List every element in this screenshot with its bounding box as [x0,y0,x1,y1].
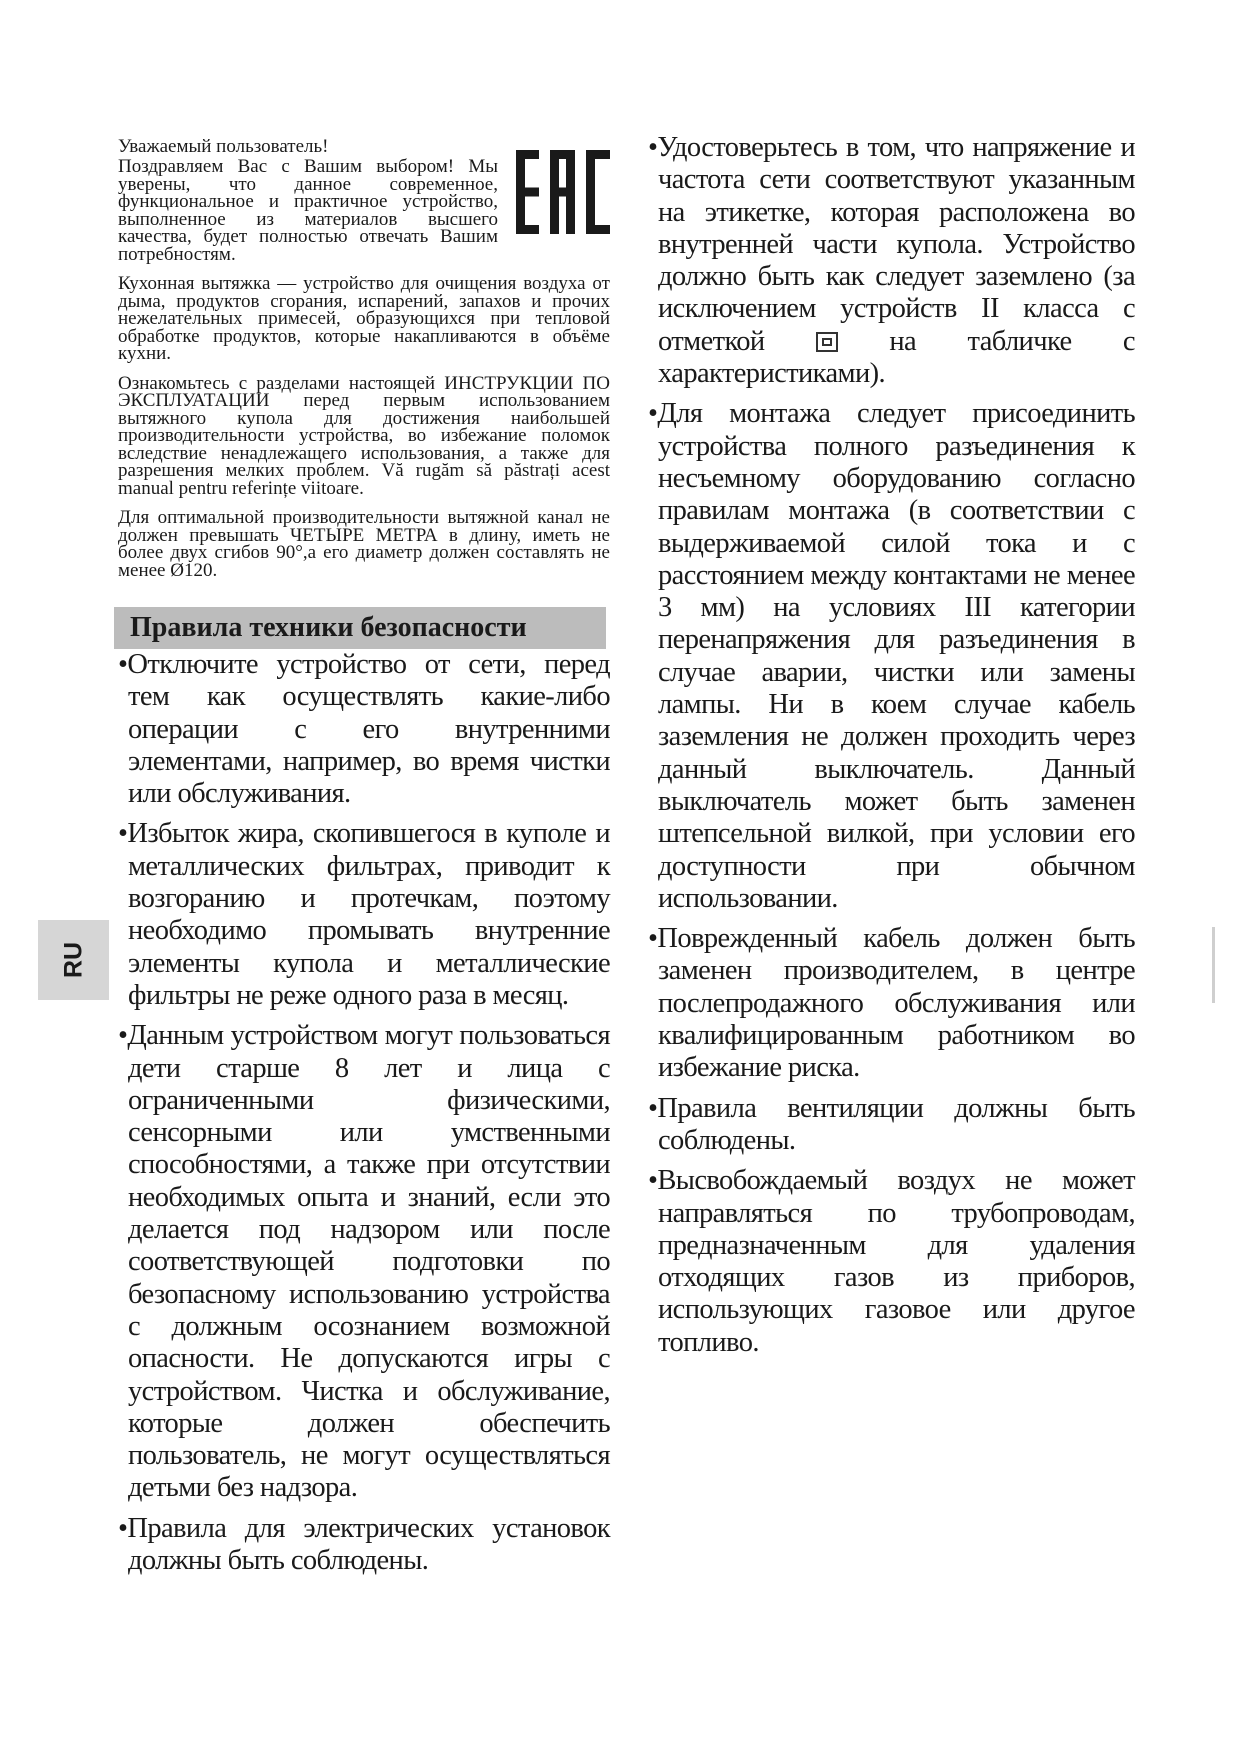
safety-bullet: •Данным устройством могут пользоваться дети старше 8 лет и лица с ограниченными физическими, сенсорными или умственными способностями, а также при отсутствии необходимых опыта и знаний, если это делается под надзором или после соответствующей подготовки по безопасному использованию устройства с должным осознанием возможной опасности. Не допускаются игры с устройством. Чистка и обслуживание, которые должен обеспечить пользователь, не могут осуществляться детьми без надзора. [118,1020,610,1504]
safety-bullet: •Правила вентиляции должны быть соблюдены. [648,1092,1135,1156]
language-tab [38,920,109,1000]
safety-bullet: •Избыток жира, скопившегося в куполе и металлических фильтрах, приводит к возгоранию и протечкам, поэтому необходимо промывать внутренние элементы купола и металлические фильтры не реже одного раза в месяц. [118,818,610,1011]
left-column [118,138,610,1585]
right-column [648,132,1135,1367]
page-edge-mark [1212,927,1215,1003]
section-heading-safety: Правила техники безопасности [114,607,606,649]
greeting: Уважаемый пользователь! [118,136,329,157]
intro-paragraph-3: Ознакомьтесь с разделами настоящей ИНСТРУКЦИИ ПО ЭКСПЛУАТАЦИИ перед первым использованием вытяжного купола для достижения наибольшей производительности устройства, во избежание поломок вследствие ненадлежащего использования, а также для разрешения мелких проблем. Vă rugăm să păstrați acest manual pentru referințe viitoare. [118,372,610,499]
safety-bullet: •Правила для электрических установок должны быть соблюдены. [118,1512,610,1577]
language-tab-label: RU [59,941,87,979]
safety-bullet: •Поврежденный кабель должен быть заменен производителем, в центре послепродажного обслуживания или квалифицированным работником во избежание риска. [648,923,1135,1084]
intro-paragraph-1: Поздравляем Вас с Вашим выбором! Мы уверены, что данное современное, функциональное и практичное устройство, выполненное из материалов высшего качества, будет полностью отвечать Вашим потребностям. [118,156,498,265]
eac-mark-icon [516,150,610,234]
safety-bullet: •Для монтажа следует присоединить устройства полного разъединения к несъемному оборудованию согласно правилам монтажа (в соответствии с выдерживаемой силой тока и с расстоянием между контактами не менее 3 мм) на условиях III категории перенапряжения для разъединения в случае аварии, чистки или замены лампы. Ни в коем случае кабель заземления не должен проходить через данный выключатель. Данный выключатель может быть заменен штепсельной вилкой, при условии его доступности при обычном использовании. [648,398,1135,914]
class-ii-double-square-icon [816,332,838,352]
intro-paragraph-2: Кухонная вытяжка — устройство для очищения воздуха от дыма, продуктов сгорания, испарений, запахов и прочих нежелательных примесей, образующихся при тепловой обработке продуктов, которые накапливаются в объёме кухни. [118,273,610,364]
safety-bullet: •Отключите устройство от сети, перед тем как осуществлять какие-либо операции с его внутренними элементами, например, во время чистки или обслуживания. [118,649,610,810]
intro-paragraph-4: Для оптимальной производительности вытяжной канал не должен превышать ЧЕТЫРЕ МЕТРА в длину, иметь не более двух сгибов 90°,а его диаметр должен составлять не менее Ø120. [118,507,610,581]
grounding-text-end: на табличке с характеристиками). [658,325,1135,390]
safety-bullet: •Высвобождаемый воздух не может направляться по трубопроводам, предназначенным для удаления отходящих газов из приборов, использующих газовое или другое топливо. [648,1165,1135,1358]
safety-bullet-grounding [648,132,1135,390]
grounding-text-start: •Удостоверьтесь в том, что напряжение и частота сети соответствуют указанным на этикетке, которая расположена во внутренней части купола. Устройство должно быть как следует заземлено (за исключением устройств II класса с отметкой [648,132,1135,357]
